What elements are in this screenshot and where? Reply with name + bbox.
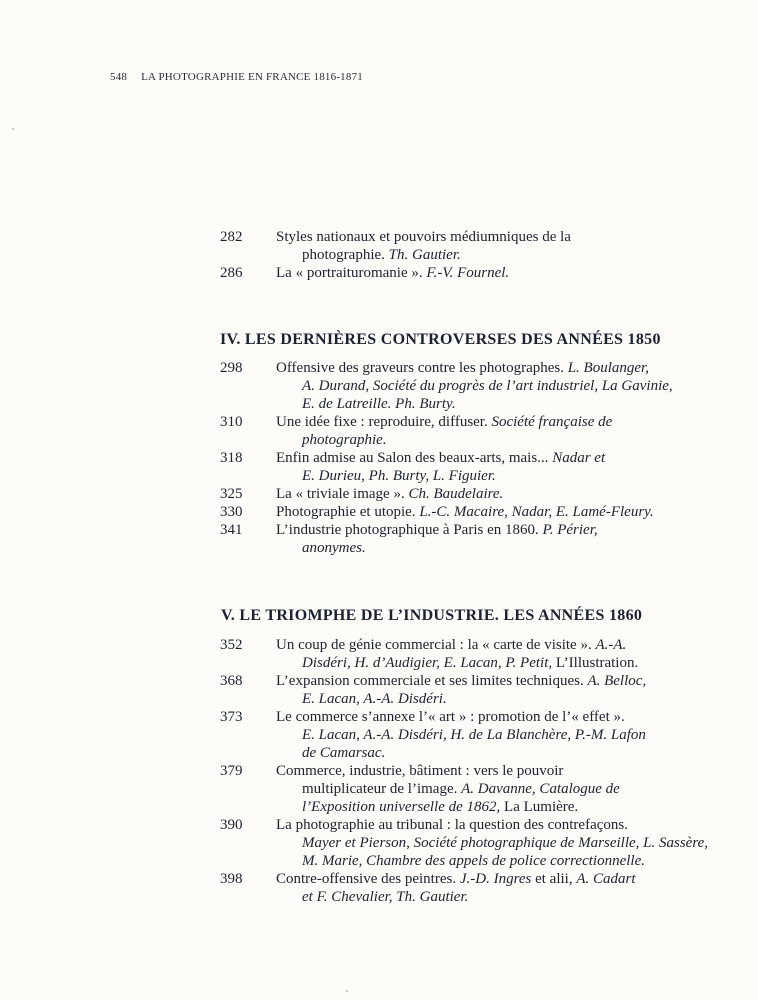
toc-entry-line <box>276 264 700 282</box>
toc-entry-title: Enfin admise au Salon des beaux-arts, mais... <box>276 450 553 466</box>
toc-entry-text <box>276 708 700 762</box>
toc-entry-line <box>276 521 700 539</box>
toc-entry-title: Photographie et utopie. <box>276 504 420 520</box>
toc-entry-page: 298 <box>220 360 243 376</box>
toc-entry-text <box>276 485 700 503</box>
toc-entry-page: 318 <box>220 450 243 466</box>
toc-entry-page: 390 <box>220 817 243 833</box>
toc-entry-line <box>276 708 700 726</box>
toc-entry-page: 398 <box>220 871 243 887</box>
toc-entry-title: L’expansion commerciale et ses limites techniques. <box>276 673 588 689</box>
toc-entry-line <box>276 726 700 744</box>
toc-entry-text <box>276 503 700 521</box>
toc-entry-authors: Th. Gautier. <box>388 247 461 263</box>
toc-entry-text <box>276 359 700 413</box>
toc-entry-text <box>276 816 709 870</box>
toc-entry-title: L’industrie photographique à Paris en 1860. <box>276 522 543 538</box>
toc-entry-line <box>276 834 709 852</box>
toc-entry-text <box>276 264 700 282</box>
toc-entry-authors: A.-A. <box>595 637 627 653</box>
toc-entry <box>220 672 700 708</box>
toc-entry-line <box>276 503 700 521</box>
toc-entry-title: et alii, <box>531 871 577 887</box>
toc-block-opening <box>220 228 700 282</box>
toc-entry-authors: L. Boulanger, <box>567 360 649 376</box>
page-number: 548 <box>110 71 128 83</box>
toc-entry-title: Une idée fixe : reproduire, diffuser. <box>276 414 492 430</box>
toc-entry-title: La photographie au tribunal : la question des contrefaçons. <box>276 817 628 833</box>
toc-entry-title: Offensive des graveurs contre les photographes. <box>276 360 568 376</box>
toc-entry-line <box>276 359 700 377</box>
toc-entry <box>220 413 700 449</box>
toc-entry-line <box>276 762 700 780</box>
toc-entry-line <box>276 485 700 503</box>
toc-entry-title: La « portraituromanie ». <box>276 265 427 281</box>
toc-entry <box>220 636 700 672</box>
toc-entry-authors: J.-D. Ingres <box>459 871 532 887</box>
toc-entry-line <box>276 539 700 557</box>
toc-entry-authors: E. Lacan, A.-A. Disdéri, H. de La Blanchère, P.-M. Lafon <box>302 727 646 743</box>
toc-block-section-iv <box>220 359 700 557</box>
toc-entry-authors: de Camarsac. <box>302 745 386 761</box>
toc-entry <box>220 503 700 521</box>
toc-entry-authors: P. Périer, <box>542 522 598 538</box>
toc-entry-page: 373 <box>220 709 243 725</box>
toc-entry-line <box>276 798 700 816</box>
toc-entry-page: 379 <box>220 763 243 779</box>
toc-entry-title: Styles nationaux et pouvoirs médiumniques de la <box>276 229 571 245</box>
toc-entry-authors: E. de Latreille. Ph. Burty. <box>302 396 456 412</box>
section-title-v: V. LE TRIOMPHE DE L’INDUSTRIE. LES ANNÉES 1860 <box>221 607 643 624</box>
toc-entry-line <box>276 816 700 834</box>
toc-entry-line <box>276 449 700 467</box>
toc-entry-authors: et F. Chevalier, Th. Gautier. <box>302 889 469 905</box>
toc-entry <box>220 762 700 816</box>
toc-entry-text <box>276 521 700 557</box>
toc-entry-authors: E. Lacan, A.-A. Disdéri. <box>302 691 447 707</box>
toc-entry-title: Un coup de génie commercial : la « carte de visite ». <box>276 637 596 653</box>
toc-entry <box>220 359 700 413</box>
toc-entry-authors: Ch. Baudelaire. <box>408 486 504 502</box>
toc-entry-text <box>276 870 700 906</box>
toc-entry-page: 341 <box>220 522 243 538</box>
toc-entry-authors: Mayer et Pierson, Société photographique de Marseille, L. Sassère, <box>302 835 709 851</box>
toc-entry <box>220 708 700 762</box>
toc-entry <box>220 870 700 906</box>
toc-entry-line <box>276 636 700 654</box>
toc-entry-authors: Disdéri, H. d’Audigier, E. Lacan, P. Petit, <box>302 655 553 671</box>
toc-entry-line <box>276 690 700 708</box>
paper-speck <box>346 990 348 992</box>
toc-entry-text <box>276 672 700 708</box>
toc-entry-text <box>276 449 700 485</box>
toc-entry-line <box>276 888 700 906</box>
toc-entry-title: La « triviale image ». <box>276 486 409 502</box>
toc-entry-authors: E. Durieu, Ph. Burty, L. Figuier. <box>302 468 496 484</box>
toc-entry-line <box>276 870 700 888</box>
toc-entry <box>220 449 700 485</box>
toc-entry-line <box>276 431 700 449</box>
toc-entry-authors: A. Cadart <box>576 871 636 887</box>
toc-entry-line <box>276 395 700 413</box>
toc-entry-line <box>276 744 700 762</box>
toc-entry-line <box>276 413 700 431</box>
toc-entry-line <box>276 467 700 485</box>
toc-entry-title: La Lumière. <box>500 799 579 815</box>
toc-entry-text <box>276 762 700 816</box>
toc-entry <box>220 816 709 870</box>
toc-entry-page: 286 <box>220 265 243 281</box>
toc-entry-page: 310 <box>220 414 243 430</box>
toc-entry-page: 330 <box>220 504 243 520</box>
toc-entry-authors: F.-V. Fournel. <box>426 265 510 281</box>
toc-entry-line <box>276 852 700 870</box>
toc-entry-authors: anonymes. <box>302 540 366 556</box>
toc-entry-line <box>276 672 700 690</box>
running-title: LA PHOTOGRAPHIE EN FRANCE 1816-1871 <box>141 71 363 83</box>
toc-entry-authors: photographie. <box>302 432 387 448</box>
toc-entry-line <box>276 654 700 672</box>
paper-speck <box>12 128 14 130</box>
toc-entry-title: Commerce, industrie, bâtiment : vers le pouvoir <box>276 763 564 779</box>
toc-entry-page: 325 <box>220 486 243 502</box>
toc-entry-authors: M. Marie, Chambre des appels de police correctionnelle. <box>302 853 645 869</box>
toc-entry-title: multiplicateur de l’image. <box>302 781 462 797</box>
toc-entry-authors: A. Davanne, Catalogue de <box>461 781 620 797</box>
toc-entry-authors: A. Durand, Société du progrès de l’art industriel, La Gavinie, <box>302 378 673 394</box>
toc-entry-authors: L.-C. Macaire, Nadar, E. Lamé-Fleury. <box>419 504 654 520</box>
section-title-iv: IV. LES DERNIÈRES CONTROVERSES DES ANNÉES 1850 <box>220 331 661 348</box>
toc-entry-authors: Société française de <box>491 414 613 430</box>
toc-block-section-v <box>220 636 709 906</box>
toc-entry <box>220 521 700 557</box>
running-head <box>110 71 363 83</box>
toc-entry-line <box>276 377 700 395</box>
toc-entry-title: L’Illustration. <box>552 655 639 671</box>
toc-entry-page: 352 <box>220 637 243 653</box>
toc-entry <box>220 264 700 282</box>
toc-entry-text <box>276 228 700 264</box>
toc-entry-authors: A. Belloc, <box>587 673 647 689</box>
toc-entry <box>220 485 700 503</box>
toc-entry-line <box>276 228 700 246</box>
toc-entry-line <box>276 246 700 264</box>
toc-entry-title: Contre-offensive des peintres. <box>276 871 460 887</box>
toc-entry-text <box>276 636 700 672</box>
toc-entry <box>220 228 700 264</box>
toc-entry-line <box>276 780 700 798</box>
toc-entry-title: Le commerce s’annexe l’« art » : promotion de l’« effet ». <box>276 709 625 725</box>
toc-entry-title: photographie. <box>302 247 389 263</box>
toc-entry-page: 282 <box>220 229 243 245</box>
toc-entry-page: 368 <box>220 673 243 689</box>
toc-entry-authors: l’Exposition universelle de 1862, <box>302 799 501 815</box>
toc-entry-text <box>276 413 700 449</box>
toc-entry-authors: Nadar et <box>552 450 606 466</box>
